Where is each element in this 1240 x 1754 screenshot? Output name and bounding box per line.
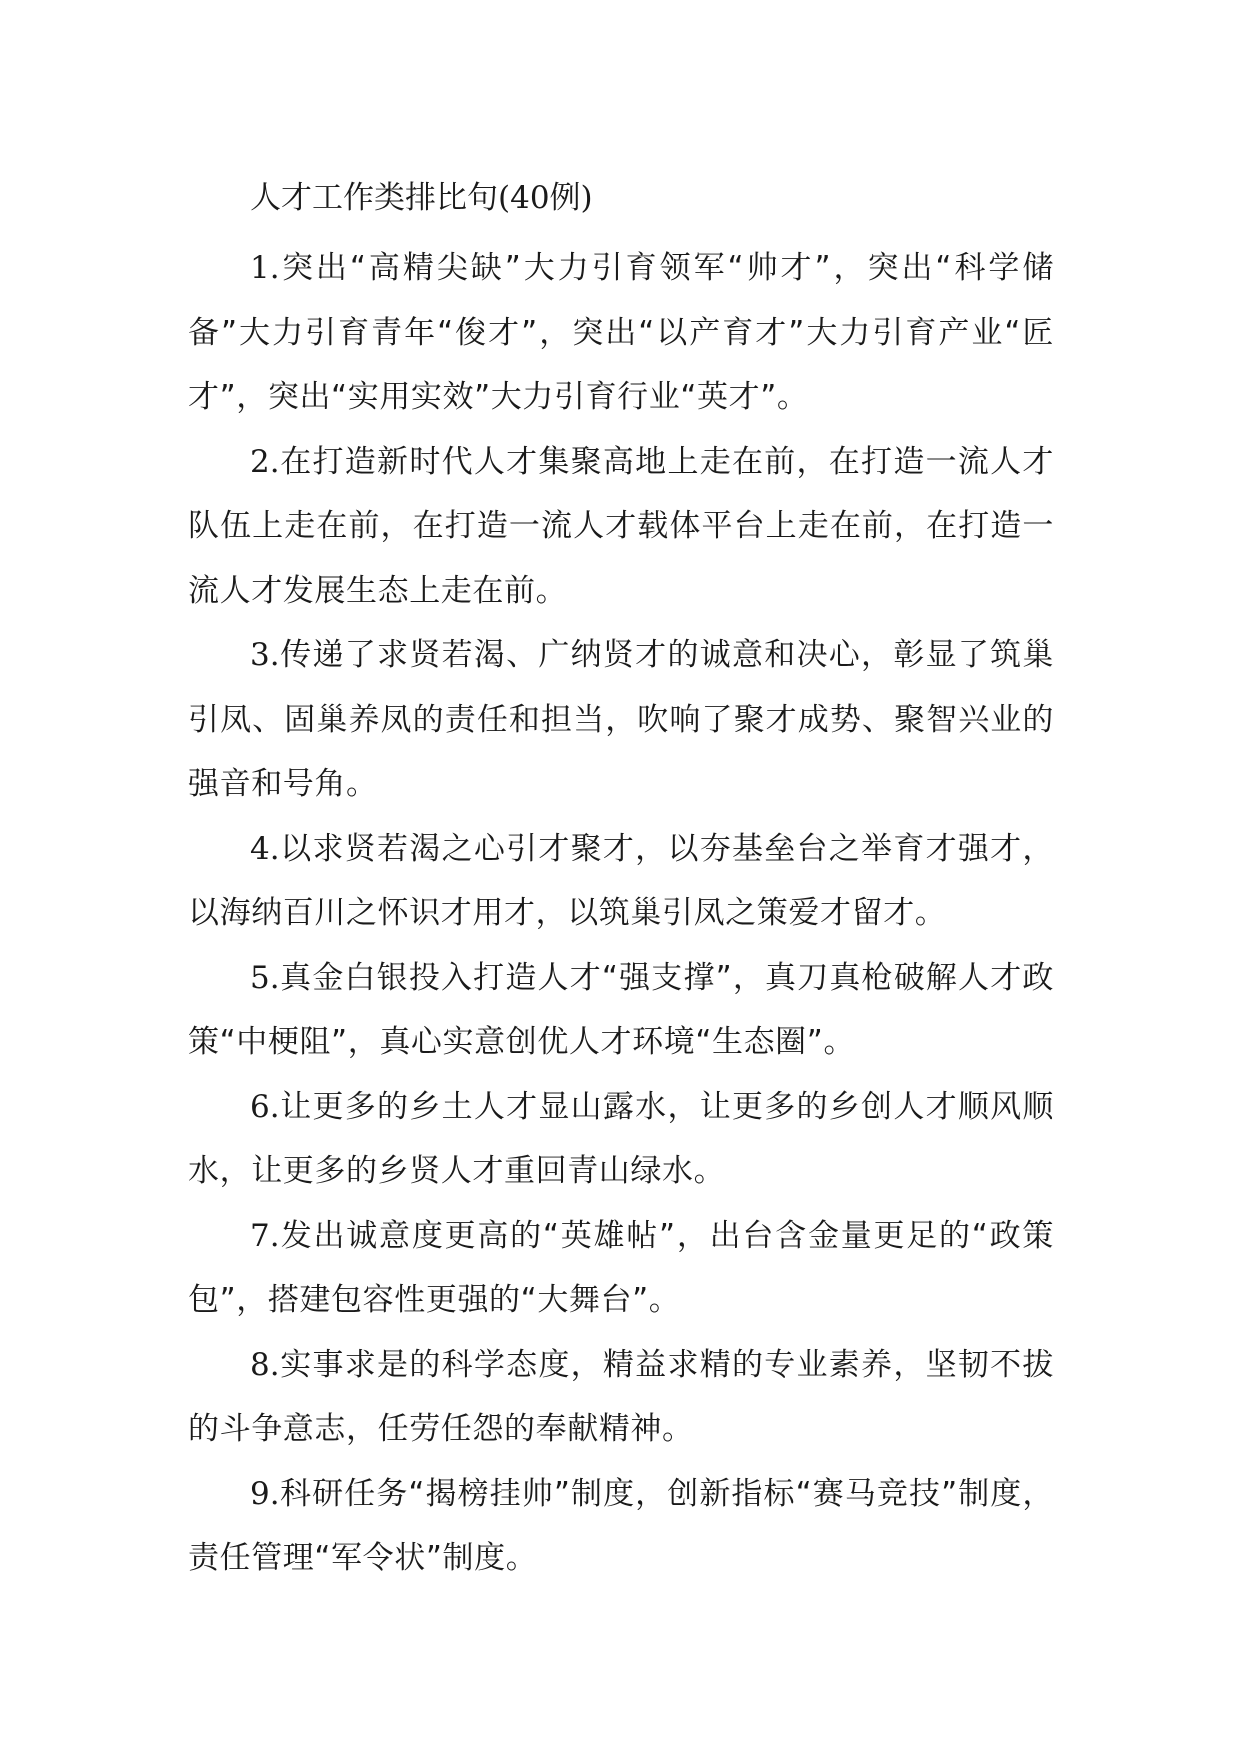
item-text: 发出诚意度更高的“英雄帖”，出台含金量更足的“政策包”，搭建包容性更强的“大舞台”。 <box>188 1217 1054 1318</box>
item-text: 以求贤若渴之心引才聚才，以夯基垒台之举育才强才，以海纳百川之怀识才用才，以筑巢引凤之策爱才留才。 <box>188 830 1054 931</box>
item-text: 实事求是的科学态度，精益求精的专业素养，坚韧不拔的斗争意志，任劳任怨的奉献精神。 <box>188 1346 1054 1447</box>
item-text: 传递了求贤若渴、广纳贤才的诚意和决心，彰显了筑巢引凤、固巢养凤的责任和担当，吹响了聚才成势、聚智兴业的强音和号角。 <box>188 637 1054 802</box>
item-number: 6. <box>250 1088 280 1125</box>
item-number: 4. <box>250 830 280 867</box>
item-number: 3. <box>250 637 280 673</box>
item-text: 科研任务“揭榜挂帅”制度，创新指标“赛马竞技”制度，责任管理“军令状”制度。 <box>188 1475 1054 1576</box>
document-title: 人才工作类排比句(40例) <box>250 180 593 216</box>
item-number: 1. <box>250 250 280 286</box>
item-text: 在打造新时代人才集聚高地上走在前，在打造一流人才队伍上走在前，在打造一流人才载体平台上走在前，在打造一流人才发展生态上走在前。 <box>188 443 1054 609</box>
document-page <box>188 166 1054 1591</box>
list-item <box>188 1333 1054 1462</box>
list-item <box>188 236 1054 430</box>
item-number: 5. <box>250 959 280 996</box>
list-item <box>188 1462 1054 1591</box>
list-item <box>188 430 1054 624</box>
item-number: 8. <box>250 1346 280 1383</box>
list-item <box>188 817 1054 946</box>
item-text: 突出“高精尖缺”大力引育领军“帅才”，突出“科学储备”大力引育青年“俊才”，突出“以产育才”大力引育产业“匠才”，突出“实用实效”大力引育行业“英才”。 <box>188 250 1054 415</box>
item-number: 9. <box>250 1475 280 1512</box>
item-text: 真金白银投入打造人才“强支撑”，真刀真枪破解人才政策“中梗阻”，真心实意创优人才环境“生态圈”。 <box>188 959 1054 1060</box>
list-item <box>188 1075 1054 1204</box>
list-item <box>188 623 1054 817</box>
list-item <box>188 946 1054 1075</box>
list-item <box>188 1204 1054 1333</box>
item-number: 7. <box>250 1217 280 1254</box>
item-text: 让更多的乡土人才显山露水，让更多的乡创人才顺风顺水，让更多的乡贤人才重回青山绿水。 <box>188 1088 1054 1189</box>
item-number: 2. <box>250 443 280 480</box>
